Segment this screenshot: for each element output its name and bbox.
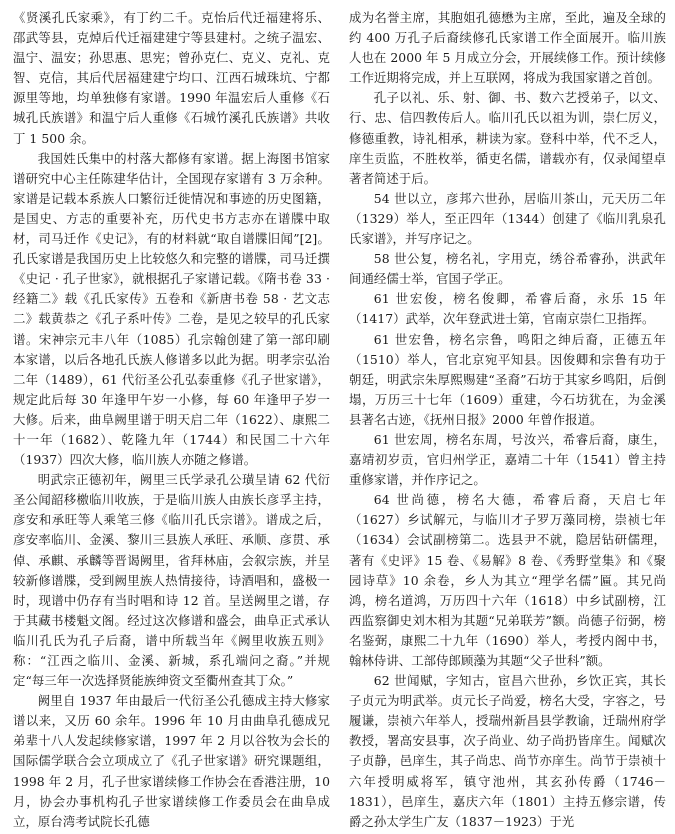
right-column xyxy=(349,8,666,834)
paragraph: 61 世宏鲁，榜名宗鲁，鸣阳之绅后裔，正德五年（1510）举人，官北京宛平知县。因俊卿和宗鲁有功于朝廷，明武宗朱厚熙赐建“圣裔”石坊于其家乡鸣阳，后倒塌，万历三十七年（1609）重建，今石坊犹在，为金溪县著名古迹，《抚州日报》2000 年曾作报道。 xyxy=(349,331,666,427)
left-column xyxy=(13,8,330,834)
paragraph: 58 世公复，榜名礼，字用克，绣谷希睿孙，洪武年间通经儒士举，官国子学正。 xyxy=(349,251,666,287)
paragraph: 孔子以礼、乐、射、御、书、数六艺授弟子，以文、行、忠、信四教传后人。临川孔氏以祖为训，崇仁厉义，修德重教，诗礼相承，耕读为家。登科中举，代不乏人，庠生贡监，不胜枚举，循吏名儒，谱载亦有，仅录闻望卓著者简述于后。 xyxy=(349,90,666,186)
paragraph: 54 世以立，彦邦六世孙，居临川茶山，元天历二年（1329）举人，至正四年（1344）创建了《临川乳泉孔氏家谱》，并写序记之。 xyxy=(349,190,666,247)
paragraph: 61 世宏周，榜名东周，号汝兴，希睿后裔，康生，嘉靖初岁贡，官归州学正，嘉靖二十年（1541）曾主持重修家谱，并作序记之。 xyxy=(349,431,666,488)
paragraph: 《贤溪孔氏家乘》，有丁约二千。克怡后代迁福建将乐、邵武等县，克焯后代迁福建建宁等县建村。之统子温宏、温宁、温安；孙思惠、思宪；曾孙克仁、克义、克礼、克智、克信，其后代居福建建宁均口、江西石城珠坑、宁都源里等地，均单独修有家谱。1990 年温宏后人重修《石城孔氏族谱》和温宁后人重修《石城竹溪孔氏族谱》共收丁 1 500 余。 xyxy=(13,10,330,146)
paragraph: 阙里自 1937 年由最后一代衍圣公孔德成主持大修家谱以来，又历 60 余年。1996 年 10 月由曲阜孔德成兄弟辈十八人发起续修家谱，1997 年 2 月以谷牧为会长的国际儒学联合会立项成立了《孔子世家谱》研究课题组，1998 年 2 月，孔子世家谱续修工作协会在香港注册，10 月，协会办事机构孔子世家谱续修工作委员会在曲阜成立，原台湾考试院长孔德 xyxy=(13,693,330,829)
paragraph: 我国姓氏集中的村落大都修有家谱。据上海图书馆家谱研究中心主任陈建华估计，全国现存家谱有 3 万余种。家谱是记载本系族人口繁衍迁徙情况和事迹的历史图籍，是国史、方志的重要补充，历代史书方志亦在谱牒中取材，司马迁作《史记》，有的材料就“取自谱牒旧闻”[2]。孔氏家谱是我国历史上比较悠久和完整的谱牒，司马迁撰《史记 · 孔子世家》，就根据孔子家谱记载。《隋书卷 33 · 经籍二》载《孔氏家传》五卷和《新唐书卷 58 · 艺文志二》载黄恭之《孔子系叶传》二卷，是见之较早的孔氏家谱。宋神宗元丰八年（1085）孔宗翰创建了第一部印刷本家谱，以后各地孔氏族人修谱多以此为据。明孝宗弘治二年（1489），61 代衍圣公孔弘泰重修《孔子世家谱》，规定此后每 30 年逢甲午岁一小修，每 60 年逢甲子岁一大修。后来，曲阜阙里谱于明天启二年（1622）、康熙二十一年（1682）、乾隆九年（1744）和民国二十六年（1937）四次大修，临川族人亦随之修谱。 xyxy=(13,150,330,468)
paragraph: 成为名誉主席，其胞姐孔德懋为主席，至此，遍及全球的约 400 万孔子后裔续修孔氏家谱工作全面展开。临川族人也在 2000 年 5 月成立分会，开展续修工作。预计续修工作近期将完成，并上互联网，将成为我国家谱之首创。 xyxy=(349,10,666,86)
paragraph: 64 世尚德，榜名大德，希睿后裔，天启七年（1627）乡试解元，与临川才子罗万藻同榜，崇祯七年（1634）会试副榜第二。选县尹不就，隐居钻研儒理，著有《史评》15 卷、《易解》8 卷、《秀野堂集》和《聚园诗草》10 余卷，乡人为其立“理学名儒”匾。其兄尚鸿，榜名道鸿，万历四十六年（1618）中乡试副榜，江西监察御史刘木相为其题“兄弟联芳”额。尚德子衍弼，榜名鉴弼，康熙二十九年（1690）举人，考授内阁中书，翰林侍讲、工部侍郎顾藻为其题“父子世科”额。 xyxy=(349,492,666,668)
paragraph: 61 世宏俊，榜名俊卿，希睿后裔，永乐 15 年（1417）武举，次年登武进士第，官南京崇仁卫指挥。 xyxy=(349,291,666,327)
paragraph: 明武宗正德初年，阙里三氏学录孔公璜呈请 62 代衍圣公闻韶移檄临川收族，于是临川族人由族长彦孚主持，彦安和承旺等人乘笔三修《临川孔氏宗谱》。谱成之后，彦安率临川、金溪、黎川三县族人承旺、承顺、彦贯、承倬、承麒、承麟等晋谒阙里，省拜林庙，会叙宗族，并呈较新修谱牒，受到阙里族人热情接待，诗酒唱和，盛极一时，现谱中仍存有当时唱和诗 12 首。呈送阙里之谱，存于其藏书楼魁文阁。经过这次修谱和盛会，曲阜正式承认临川孔氏为孔子后裔，谱中所载当年《阙里收族五则》称：“江西之临川、金溪、新城，系孔端问之裔。”并规定“每三年一次选择贤能族绅资文至衢州查其丁众。” xyxy=(13,472,330,689)
paragraph: 62 世闻赋，字知古，宦昌六世孙，乡饮正宾，其长子贞元为明武举。贞元长子尚爱，榜名大受，字容之，号履谦，崇祯六年举人，授瑞州新昌县学教谕，迁瑞州府学教授，署高安县事，次子尚业、幼子尚扔皆庠生。闻赋次子贞静，邑庠生，其子尚忠、尚节亦庠生。尚节于崇祯十六年授明威将军，镇守池州，其玄孙传爵（1746－1831），邑庠生，嘉庆六年（1801）主持五修宗谱，传爵之孙太学生广友（1837－1923）于光 xyxy=(349,673,666,829)
